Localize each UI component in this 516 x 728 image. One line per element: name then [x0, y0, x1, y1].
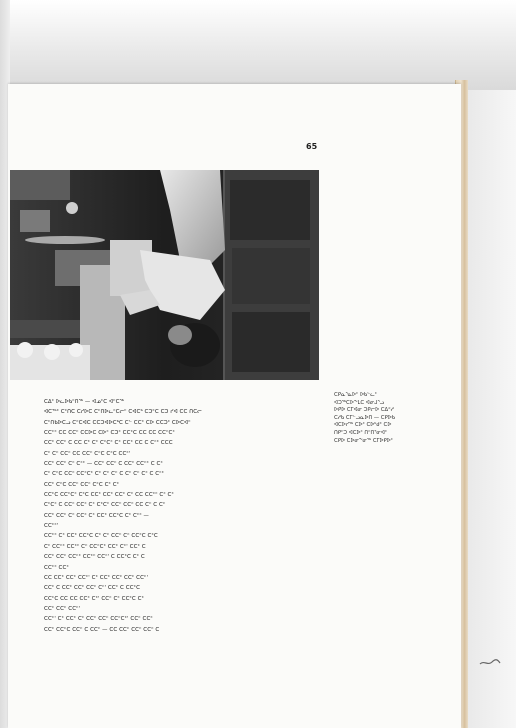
caption-line: ᑕᓱᑲ ᑕᒥᓪᓗᓇᐅᑎ — ᑕᑭᐅᑲ — [334, 414, 396, 421]
caption-line: ᐊᑕᐅᓯᖅ ᑕᐅᑦ ᑕᐅᒃᑯᑦ ᑕᐅ — [334, 422, 392, 429]
caption-line: ᑕᑭᐅ ᑕᐅᓂᖕᓂᖅ ᑕᒥᐅᑭᐅᑦ — [334, 437, 394, 444]
body-line: ᑕᑕᑦᑕ ᑕᑕᑦᑕᑦ ᑕᑦᑕ ᑕᑕᑦ ᑕᑕᑦ ᑕᑕᑦ ᑕᑦ ᑕᑕ ᑕᑕᑦᑦ ᑕᑦ ᑕᑦ — [44, 492, 174, 499]
body-line: ᑕᑕᑦᑦ ᑕᑦ ᑕᑕᑦ ᑕᑕᑦᑕ ᑕᑦ ᑕᑦ ᑕᑕᑦ ᑕᑦ ᑕᑕᑦᑕ ᑕᑦᑕ — [44, 533, 158, 540]
photograph-icon — [10, 170, 319, 380]
body-line: ᑕᑦᑎᑲᐅᑕᓗ ᑕᑦᑕᐊᑕ ᑕᑕᑐᐊᐅᑕᒃᑕ ᑕᓪ ᑕᑕᑦ ᑕᐅ ᑕᑕᑐᑦ ᑕᐅᑕᐊᑦ — [44, 419, 191, 426]
scanner-background — [0, 0, 516, 92]
body-line: ᑕᑦ ᑕᑦ ᑕᑕᑦ ᑕᑕ ᑕᑕᑦ ᑕᑦᑕ ᑕᑦᑕ ᑕᑕᑦ' — [44, 450, 131, 457]
body-line: ᑕᑕᑦᑦ' — [44, 523, 59, 530]
page-number: 65 — [306, 142, 318, 151]
body-line: ᑕᑕ ᑕᑕᑦ ᑕᑕᑦ ᑕᑕᑦ' ᑕᑦ ᑕᑕᑦ ᑕᑕᑦ ᑕᑕᑦ ᑕᑕᑦ' — [44, 574, 149, 581]
body-line: ᑕᑕᑦᑦ ᑕᑕᑦ — [44, 564, 69, 571]
body-line: ᐊᑕᖅᑦ ᑕᑦᑎᑕ ᑕᓯᐅᑕ ᑕᑦᑎᐅᓚᑦᑕᓕᑦ ᑕᐊᑕᒃ ᑕᑐᑦᑕ ᑕᑐ ᓯᐊ ᑕᑕ ᑎᑕᓕ — [44, 409, 202, 416]
pencil-mark-icon — [478, 656, 502, 670]
body-line: ᑕᑦ ᑕᑕᑦᑦ ᑕᑕᑦᑦ ᑕᑦ ᑕᑕᑦᑕᑦ ᑕᑕᑦ ᑕᑦ' ᑕᑕᑦ ᑕ — [44, 543, 146, 550]
photograph — [10, 170, 319, 380]
body-line: ᑕᑦ ᑕᑦᑕ ᑕᑕᑦ ᑕᑕᑦᑕᑦ ᑕᑦ ᑕᑦ ᑕᑦ ᑕ ᑕᑦ ᑕᑦ ᑕᑦ ᑕ ᑕᑦᑦ — [44, 471, 165, 478]
body-line: ᑕᐃᑦ ᐅᓚᐅᑲᑦᑎᖅ — ᐊᓄᑦᑕ ᐊᑦᑕᖅ — [44, 399, 125, 405]
photo-caption — [334, 392, 456, 445]
body-line: ᑕᑕᑦ ᑕᑕᑦ ᑕ ᑕᑕ ᑕᑦ ᑕᑦ ᑕᑦᑕᑦ ᑕᑦ ᑕᑕᑦ ᑕᑕ ᑕ ᑕᑦᑦ ᑕᑕᑕ — [44, 440, 173, 447]
body-line: ᑕᑕᑦ ᑕ ᑕᑕᑦ ᑕᑕᑦ ᑕᑕᑦ ᑕᑦ' ᑕᑕᑦ ᑕ ᑕᑕᑦᑕ — [44, 585, 141, 592]
body-line: ᑕᑕᑦ ᑕᑕᑦ ᑕᑕᑦ' — [44, 605, 81, 612]
body-text — [44, 397, 326, 635]
caption-line: ᑕᑭᓇᕐᓇᐅᑦ ᐅᑲᓪᓚᑦ — [334, 392, 377, 398]
body-line: ᑕᑕᑦᑦ ᑕᑕ ᑕᑕᑦ ᑕᑕᐅᑕ ᑕᐅᑦ ᑕᑐᑦ ᑕᑕᑦᑕ ᑕᑕ ᑕᑕ ᑕᑕᑦᑕᑦ — [44, 430, 175, 437]
caption-line: ᑎᑭᑦᑐ ᐊᑕᐅᑦ ᑎᑦᑎᕐᓂᐊᑦ — [334, 429, 388, 436]
body-line: ᑕᑕᑦ ᑕᑕᑦ ᑕᑦ ᑕᑦᑦ — ᑕᑕᑦ ᑕᑕᑦ ᑕ ᑕᑕᑦ ᑕᑕᑦᑦ ᑕ ᑕᑦ — [44, 461, 163, 468]
body-line: ᑕᑕᑦ ᑕᑦᑕ ᑕᑕᑦ ᑕᑕᑦ ᑕᑦᑕ ᑕᑦ ᑕᑦ — [44, 481, 120, 488]
body-line: ᑕᑕᑦ ᑕᑕᑦᑕ ᑕᑕᑦ ᑕ ᑕᑕᑦ — ᑕᑕ ᑕᑕᑦ ᑕᑕᑦ ᑕᑕᑦ ᑕ — [44, 626, 160, 633]
body-line: ᑕᑕᑦ ᑕᑕᑦ ᑕᑕᑦᑦ ᑕᑕᑦᑦ ᑕᑕᑦ' ᑕ ᑕᑕᑦᑕ ᑕᑦ ᑕ — [44, 554, 145, 561]
scanner-right-area — [467, 90, 516, 728]
body-line: ᑕᑕᑦᑕ ᑕᑕ ᑕᑕ ᑕᑕᑦ ᑕᑦ' ᑕᑕᑦ ᑕᑦ ᑕᑕᑦᑕ ᑕᑦ — [44, 595, 145, 602]
caption-line: ᐊᑐᖅᑕᐅᖕᒪᑕ ᐊᓂᒍᕐᓗ — [334, 399, 385, 406]
body-line: ᑕᑕᑦ ᑕᑕᑦ ᑕᑦ ᑕᑕᑦ ᑕᑦ ᑕᑕᑦ ᑕᑕᑦᑕ ᑕᑦ ᑕᑦᑦ — — [44, 512, 149, 519]
body-line: ᑕᑦᑕᑦ ᑕ ᑕᑕᑦ ᑕᑕᑦ ᑕᑦ ᑕᑦᑕᑦ ᑕᑕᑦ ᑕᑕᑦ ᑕᑕ ᑕᑦ ᑕ ᑕᑦ — [44, 502, 166, 509]
caption-line: ᐅᑭᐅ ᑕᒥᐊᓂ ᑐᑭᓕᐅ ᑕᐃᑉᓱ — [334, 407, 394, 414]
body-line: ᑕᑕᑦ' ᑕᑦ ᑕᑕᑦ ᑕᑦ ᑕᑕᑦ ᑕᑕᑦ ᑕᑕᑦᑕᑦ' ᑕᑕᑦ ᑕᑕᑦ — [44, 616, 153, 623]
